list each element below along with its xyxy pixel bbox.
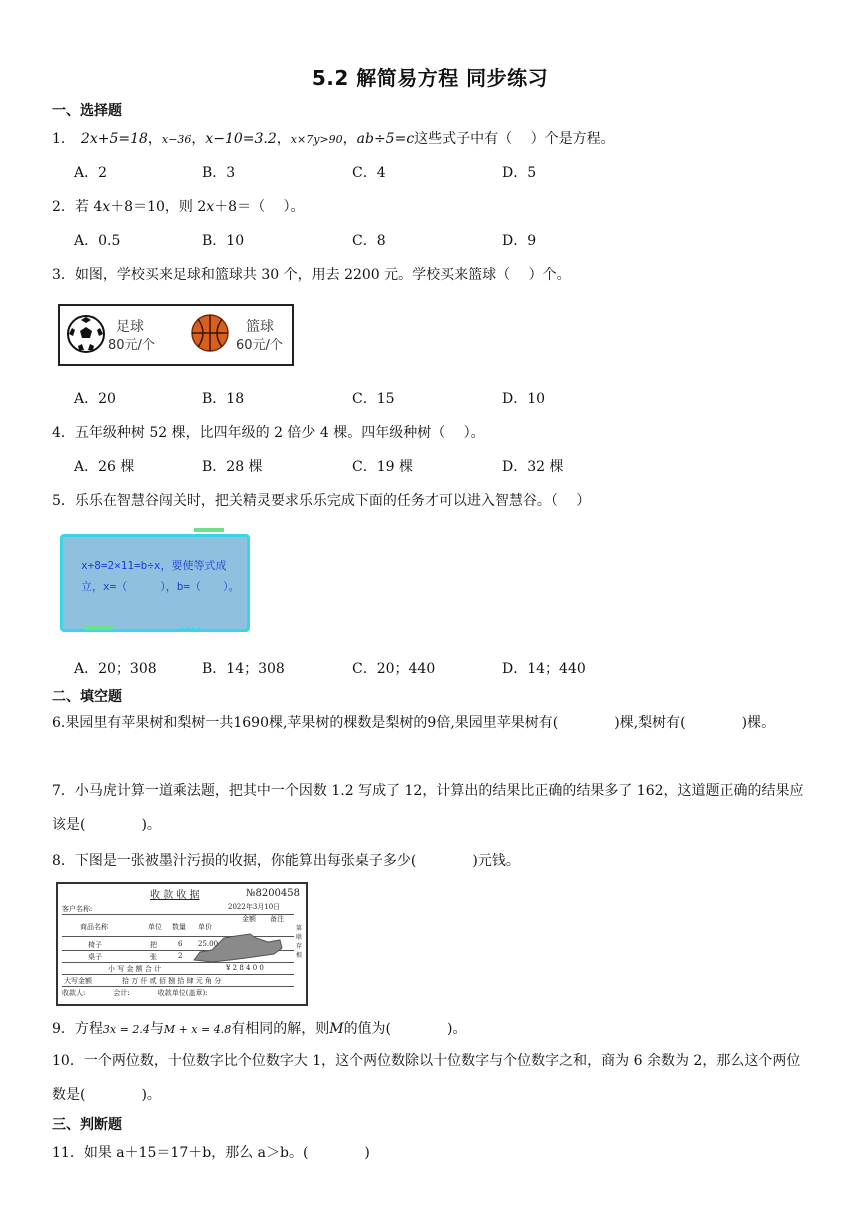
question-2	[52, 196, 305, 216]
basketball-icon	[190, 313, 230, 353]
football-price: 80元/个	[108, 338, 155, 353]
card-decoration	[180, 628, 204, 632]
option-d[interactable]: D．9	[502, 233, 537, 249]
question-text: 2．若 4	[52, 199, 103, 215]
option-a[interactable]: A．20	[74, 391, 116, 407]
question-number: 1．	[52, 131, 75, 147]
option-b[interactable]: B．14；308	[202, 661, 285, 677]
receipt-row1-qty: 6	[178, 940, 183, 948]
variable-x: x	[206, 199, 215, 215]
receipt-side-label: 第 联 存 根	[296, 925, 303, 959]
variable-x: x	[102, 199, 111, 215]
question-text: 有相同的解，则	[231, 1021, 330, 1037]
ink-stain	[190, 928, 286, 964]
receipt-row2-unit: 张	[150, 953, 157, 961]
expression-5: ab÷5=c	[356, 131, 415, 147]
expression-3: x−10=3.2	[205, 131, 277, 147]
equation-1: 3x = 2.4	[102, 1023, 150, 1036]
receipt-header-amount: 金额	[242, 915, 256, 923]
card-decoration	[84, 626, 114, 630]
option-c[interactable]: C．4	[352, 165, 386, 181]
receipt-header-unit: 单位	[148, 923, 162, 931]
option-d[interactable]: D．10	[502, 391, 546, 407]
option-b[interactable]: B．28 棵	[202, 459, 263, 475]
question-text: ＋8＝10，则 2	[110, 199, 207, 215]
question-9	[52, 1018, 467, 1038]
task-card-text: x+8=2×11=b÷x，要使等式成立，x=（ ），b=（ ）。	[81, 559, 240, 593]
option-d[interactable]: D．5	[502, 165, 537, 181]
question-text: 与	[149, 1021, 164, 1037]
question-text: 9．方程	[52, 1021, 103, 1037]
question-3: 3．如图，学校买来足球和篮球共 30 个，用去 2200 元。学校买来篮球（ ）个。	[52, 267, 571, 283]
question-tail: 这些式子中有（ ）个是方程。	[414, 131, 615, 147]
receipt-big-label: 大写金额	[64, 977, 92, 985]
receipt-header-qty: 数量	[172, 923, 186, 931]
receipt-row1-price: 25.00	[198, 940, 219, 948]
basketball-price: 60元/个	[236, 338, 283, 353]
section-heading-choice: 一、选择题	[52, 103, 122, 119]
question-11: 11．如果 a＋15＝17＋b，那么 a＞b。( )	[52, 1145, 370, 1161]
question-10: 10．一个两位数，十位数字比个位数字大 1，这个两位数除以十位数字与个位数字之和，商为 6 余数为 2，那么这个两位数是( )。	[52, 1053, 801, 1103]
expression-1: 2x+5=18	[80, 131, 148, 147]
ball-price-figure	[58, 304, 294, 366]
receipt-rule	[62, 974, 294, 975]
option-b[interactable]: B．18	[202, 391, 245, 407]
receipt-row1-unit: 把	[150, 941, 157, 949]
question-4: 4．五年级种树 52 棵，比四年级的 2 倍少 4 棵。四年级种树（ ）。	[52, 425, 485, 441]
receipt-rule	[62, 986, 294, 987]
option-d[interactable]: D．14；440	[502, 661, 586, 677]
receipt-subtotal-value: ¥ 2 8 4 0 0	[226, 964, 264, 972]
receipt-row2-item: 桌子	[88, 953, 102, 961]
receipt-row1-item: 椅子	[88, 941, 102, 949]
separator: ，	[342, 131, 357, 147]
card-decoration	[194, 528, 224, 532]
basketball-label: 篮球	[246, 319, 274, 335]
task-card-figure	[54, 528, 250, 632]
question-5: 5．乐乐在智慧谷闯关时，把关精灵要求乐乐完成下面的任务才可以进入智慧谷。（ ）	[52, 493, 591, 509]
receipt-figure	[56, 882, 308, 1006]
separator: ，	[147, 131, 162, 147]
receipt-subtotal-label: 小 写 金 额 合 计	[108, 965, 162, 973]
option-a[interactable]: A．0.5	[74, 233, 121, 249]
receipt-header-item: 商品名称	[80, 923, 108, 931]
option-b[interactable]: B．10	[202, 233, 245, 249]
option-c[interactable]: C．19 棵	[352, 459, 413, 475]
option-d[interactable]: D．32 棵	[502, 459, 564, 475]
football-icon	[66, 314, 106, 354]
question-8: 8．下图是一张被墨汁污损的收据，你能算出每张桌子多少( )元钱。	[52, 853, 520, 869]
expression-4: x×7y>90	[290, 133, 343, 146]
receipt-number: №8200458	[246, 888, 300, 899]
question-text: 的值为( )。	[343, 1021, 467, 1037]
task-card	[60, 534, 250, 632]
page-title: 5.2 解简易方程 同步练习	[311, 66, 549, 90]
separator: ，	[191, 131, 206, 147]
equation-2: M + x = 4.8	[163, 1023, 232, 1036]
question-1	[52, 128, 615, 148]
option-a[interactable]: A．20；308	[74, 661, 157, 677]
receipt-date: 2022年3月10日	[228, 903, 281, 911]
question-7: 7．小马虎计算一道乘法题，把其中一个因数 1.2 写成了 12，计算出的结果比正确的结果多了 162，这道题正确的结果应该是( )。	[52, 783, 804, 833]
question-text: ＋8＝（ ）。	[214, 199, 305, 215]
option-c[interactable]: C．15	[352, 391, 395, 407]
option-a[interactable]: A．2	[74, 165, 108, 181]
expression-2: x−36	[161, 133, 192, 146]
receipt-header-note: 备注	[270, 915, 284, 923]
receipt-row2-qty: 2	[178, 952, 183, 960]
question-6: 6.果园里有苹果树和梨树一共1690棵,苹果树的棵数是梨树的9倍,果园里苹果树有( )棵,梨树有( )棵。	[52, 715, 776, 731]
option-c[interactable]: C．8	[352, 233, 386, 249]
receipt-title: 收 款 收 据	[150, 890, 200, 901]
section-heading-fill: 二、填空题	[52, 689, 122, 705]
section-heading-judge: 三、判断题	[52, 1117, 122, 1133]
option-a[interactable]: A．26 棵	[74, 459, 135, 475]
football-label: 足球	[116, 319, 144, 335]
option-c[interactable]: C．20；440	[352, 661, 436, 677]
receipt-header-price: 单价	[198, 923, 212, 931]
receipt-footer: 收款人: 会计: 收款单位(盖章):	[62, 989, 208, 997]
receipt-customer: 客户名称:	[62, 905, 93, 913]
variable-m: M	[329, 1021, 344, 1037]
option-b[interactable]: B．3	[202, 165, 236, 181]
separator: ，	[276, 131, 291, 147]
receipt-big-units: 拾 万 仟 贰 佰 捌 拾 肆 元 角 分	[122, 977, 222, 985]
receipt-rule	[62, 914, 294, 915]
